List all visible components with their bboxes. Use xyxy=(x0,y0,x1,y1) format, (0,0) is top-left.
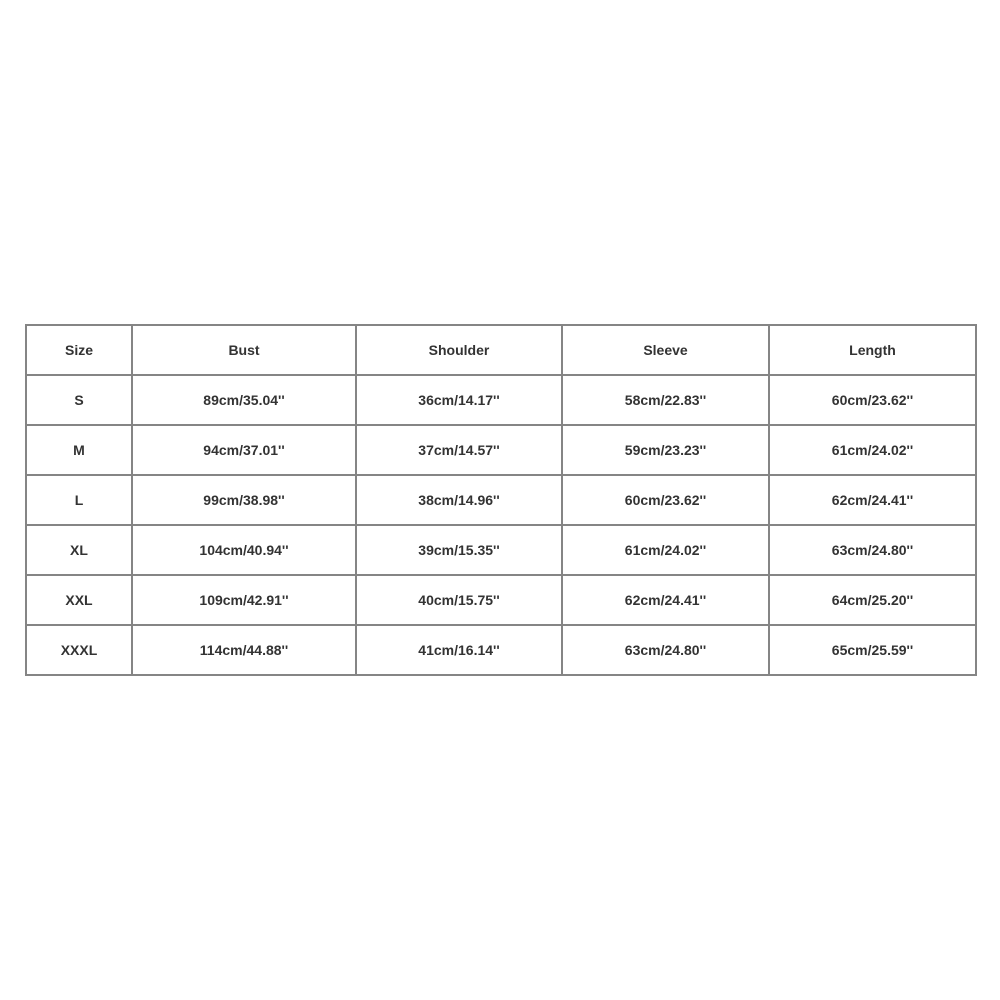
table-row xyxy=(26,625,976,675)
table-row xyxy=(26,575,976,625)
cell-shoulder: 36cm/14.17'' xyxy=(356,375,562,425)
cell-bust: 99cm/38.98'' xyxy=(132,475,356,525)
cell-size: XXL xyxy=(26,575,132,625)
cell-sleeve: 62cm/24.41'' xyxy=(562,575,769,625)
header-shoulder: Shoulder xyxy=(356,325,562,375)
size-chart-table xyxy=(25,324,977,676)
table-body xyxy=(26,375,976,675)
cell-sleeve: 60cm/23.62'' xyxy=(562,475,769,525)
cell-length: 62cm/24.41'' xyxy=(769,475,976,525)
table-row xyxy=(26,375,976,425)
cell-bust: 94cm/37.01'' xyxy=(132,425,356,475)
cell-length: 60cm/23.62'' xyxy=(769,375,976,425)
cell-size: S xyxy=(26,375,132,425)
cell-sleeve: 63cm/24.80'' xyxy=(562,625,769,675)
cell-bust: 114cm/44.88'' xyxy=(132,625,356,675)
cell-size: XL xyxy=(26,525,132,575)
cell-bust: 109cm/42.91'' xyxy=(132,575,356,625)
header-sleeve: Sleeve xyxy=(562,325,769,375)
cell-sleeve: 61cm/24.02'' xyxy=(562,525,769,575)
cell-shoulder: 37cm/14.57'' xyxy=(356,425,562,475)
cell-sleeve: 58cm/22.83'' xyxy=(562,375,769,425)
cell-length: 65cm/25.59'' xyxy=(769,625,976,675)
cell-size: M xyxy=(26,425,132,475)
cell-bust: 89cm/35.04'' xyxy=(132,375,356,425)
cell-bust: 104cm/40.94'' xyxy=(132,525,356,575)
cell-length: 63cm/24.80'' xyxy=(769,525,976,575)
cell-shoulder: 40cm/15.75'' xyxy=(356,575,562,625)
cell-size: L xyxy=(26,475,132,525)
cell-length: 64cm/25.20'' xyxy=(769,575,976,625)
header-size: Size xyxy=(26,325,132,375)
table-row xyxy=(26,425,976,475)
cell-sleeve: 59cm/23.23'' xyxy=(562,425,769,475)
cell-shoulder: 41cm/16.14'' xyxy=(356,625,562,675)
table-row xyxy=(26,475,976,525)
header-row xyxy=(26,325,976,375)
table-header xyxy=(26,325,976,375)
cell-shoulder: 38cm/14.96'' xyxy=(356,475,562,525)
cell-length: 61cm/24.02'' xyxy=(769,425,976,475)
table-row xyxy=(26,525,976,575)
header-length: Length xyxy=(769,325,976,375)
cell-shoulder: 39cm/15.35'' xyxy=(356,525,562,575)
header-bust: Bust xyxy=(132,325,356,375)
cell-size: XXXL xyxy=(26,625,132,675)
